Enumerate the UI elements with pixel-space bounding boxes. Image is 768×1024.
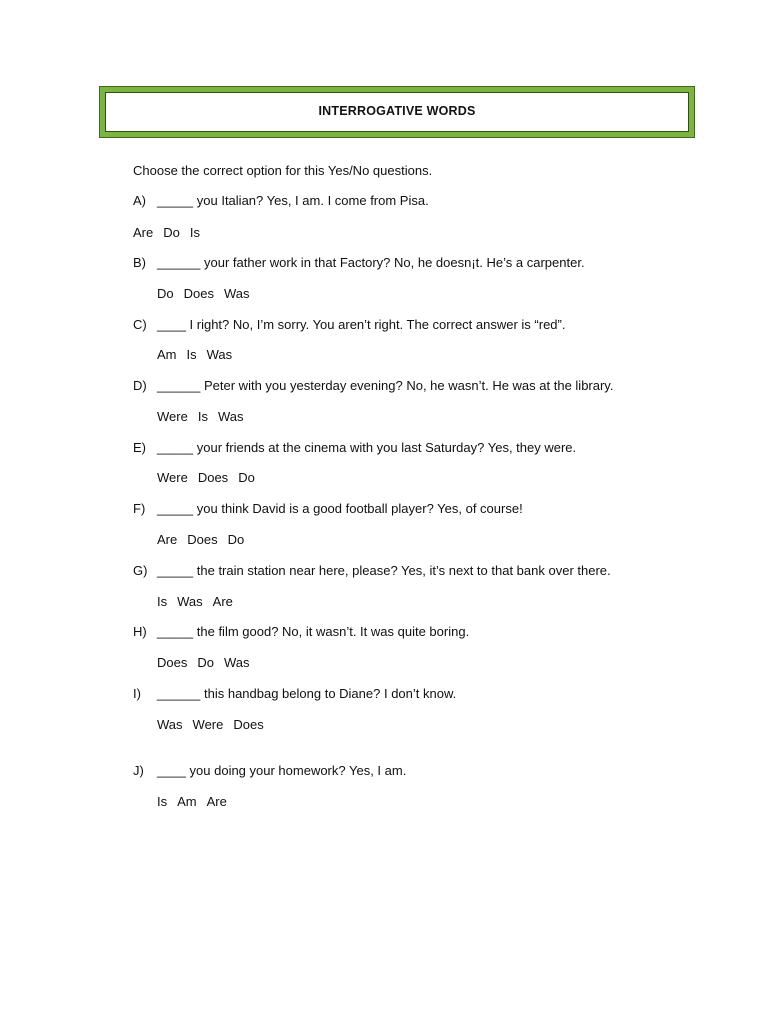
question-text: ______ this handbag belong to Diane? I don’t know. xyxy=(157,686,457,701)
option: Does xyxy=(157,655,188,670)
option: Is xyxy=(189,225,200,240)
option: Do xyxy=(227,532,245,547)
question-i xyxy=(133,686,456,702)
option: Does xyxy=(183,286,214,301)
option: Is xyxy=(197,409,208,424)
option: Is xyxy=(157,594,168,609)
option: Are xyxy=(206,794,227,809)
option: Does xyxy=(187,532,218,547)
option: Was xyxy=(223,286,250,301)
instructions: Choose the correct option for this Yes/No questions. xyxy=(133,163,433,178)
question-letter: I) xyxy=(133,686,141,701)
question-text: ______ your father work in that Factory? No, he doesn¡t. He’s a carpenter. xyxy=(157,255,585,270)
option: Were xyxy=(192,717,224,732)
options-f xyxy=(157,532,254,548)
option: Was xyxy=(223,655,250,670)
question-letter: D) xyxy=(133,378,147,393)
question-text: _____ you Italian? Yes, I am. I come from Pisa. xyxy=(157,193,429,208)
question-letter: B) xyxy=(133,255,146,270)
option: Was xyxy=(217,409,244,424)
question-c xyxy=(133,317,565,333)
question-text: ______ Peter with you yesterday evening? No, he wasn’t. He was at the library. xyxy=(157,378,614,393)
question-letter: H) xyxy=(133,624,147,639)
option: Do xyxy=(157,286,174,301)
option: Is xyxy=(186,347,197,362)
title-box xyxy=(99,86,695,138)
question-e xyxy=(133,440,576,456)
option: Were xyxy=(157,470,188,485)
option: Are xyxy=(133,225,154,240)
option: Are xyxy=(157,532,178,547)
option: Was xyxy=(157,717,183,732)
question-g xyxy=(133,563,611,579)
question-text: _____ the train station near here, please? Yes, it’s next to that bank over there. xyxy=(157,563,611,578)
question-text: _____ you think David is a good football player? Yes, of course! xyxy=(157,501,523,516)
options-h xyxy=(157,655,260,671)
question-text: ____ you doing your homework? Yes, I am. xyxy=(157,763,407,778)
question-b xyxy=(133,255,585,271)
question-a xyxy=(133,193,429,209)
option: Do xyxy=(238,470,255,485)
question-letter: A) xyxy=(133,193,146,208)
question-text: _____ your friends at the cinema with you last Saturday? Yes, they were. xyxy=(157,440,577,455)
option: Were xyxy=(157,409,188,424)
page-title: INTERROGATIVE WORDS xyxy=(318,104,476,118)
option: Am xyxy=(157,347,177,362)
option: Do xyxy=(197,655,214,670)
question-j xyxy=(133,763,406,779)
option: Are xyxy=(212,594,233,609)
question-d xyxy=(133,378,613,394)
options-j xyxy=(157,794,237,810)
options-b xyxy=(157,286,260,302)
question-text: _____ the film good? No, it wasn’t. It was quite boring. xyxy=(157,624,470,639)
option: Does xyxy=(197,470,229,485)
question-text: ____ I right? No, I’m sorry. You aren’t right. The correct answer is “red”. xyxy=(157,317,566,332)
options-g xyxy=(157,594,243,610)
option: Does xyxy=(233,717,264,732)
options-a xyxy=(133,225,210,241)
question-letter: G) xyxy=(133,563,148,578)
question-h xyxy=(133,624,469,640)
question-letter: J) xyxy=(133,763,144,778)
title-inner xyxy=(105,92,689,132)
options-c xyxy=(157,347,242,363)
options-i xyxy=(157,717,274,733)
option: Is xyxy=(157,794,168,809)
question-letter: C) xyxy=(133,317,147,332)
question-f xyxy=(133,501,523,517)
option: Was xyxy=(177,594,203,609)
options-e xyxy=(157,470,265,486)
option: Do xyxy=(163,225,180,240)
option: Am xyxy=(177,794,197,809)
option: Was xyxy=(206,347,233,362)
options-d xyxy=(157,409,253,425)
question-letter: F) xyxy=(133,501,146,516)
question-letter: E) xyxy=(133,440,146,455)
